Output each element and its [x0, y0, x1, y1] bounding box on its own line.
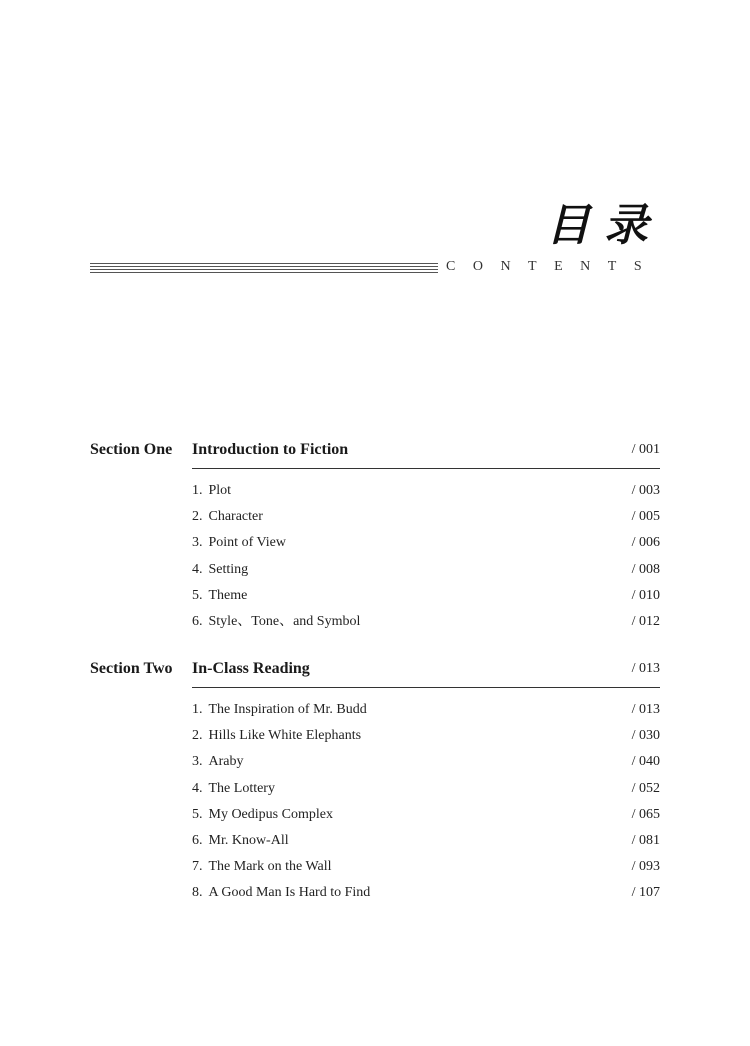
toc-entry[interactable] — [192, 697, 660, 723]
entry-title: 6. Style、Tone、and Symbol — [192, 613, 361, 629]
toc-entry[interactable] — [192, 478, 660, 504]
toc-entry[interactable] — [192, 749, 660, 775]
toc-entry[interactable] — [192, 504, 660, 530]
entry-page-number: / 005 — [631, 509, 660, 525]
toc-entry[interactable] — [192, 776, 660, 802]
section-divider — [192, 468, 660, 469]
section-title: In-Class Reading — [192, 660, 310, 677]
section-entries — [192, 478, 660, 635]
toc-entry[interactable] — [192, 828, 660, 854]
section-page-number: / 013 — [631, 661, 660, 676]
entry-title: 5. My Oedipus Complex — [192, 806, 333, 822]
section-label: Section One — [90, 441, 173, 458]
toc-section-one — [90, 436, 660, 629]
entry-title: 2. Character — [192, 509, 263, 525]
entry-title: 4. Setting — [192, 561, 249, 577]
entry-title: 3. Araby — [192, 754, 244, 770]
entry-title: 2. Hills Like White Elephants — [192, 728, 362, 744]
entry-title: 4. The Lottery — [192, 780, 275, 796]
toc-entry[interactable] — [192, 530, 660, 556]
entry-page-number: / 010 — [631, 587, 660, 603]
entry-title: 6. Mr. Know-All — [192, 832, 289, 848]
entry-page-number: / 065 — [631, 806, 660, 822]
page-title-chinese: 目录 — [546, 200, 662, 251]
entry-page-number: / 052 — [631, 780, 660, 796]
toc-entry[interactable] — [192, 802, 660, 828]
section-title: Introduction to Fiction — [192, 441, 349, 458]
toc-entry[interactable] — [192, 557, 660, 583]
entry-page-number: / 040 — [631, 754, 660, 770]
section-heading[interactable] — [90, 655, 660, 683]
page-title-english: CONTENTS — [446, 259, 660, 274]
entry-page-number: / 081 — [631, 832, 660, 848]
entry-page-number: / 006 — [631, 535, 660, 551]
section-entries — [192, 697, 660, 907]
toc-entry[interactable] — [192, 723, 660, 749]
entry-title: 8. A Good Man Is Hard to Find — [192, 885, 371, 901]
entry-title: 5. Theme — [192, 587, 248, 603]
entry-title: 1. Plot — [192, 483, 232, 498]
entry-page-number: / 003 — [631, 483, 660, 498]
section-divider — [192, 687, 660, 688]
entry-page-number: / 012 — [631, 613, 660, 629]
toc-entry[interactable] — [192, 583, 660, 609]
entry-title: 7. The Mark on the Wall — [192, 859, 332, 875]
toc-entry[interactable] — [192, 609, 660, 635]
toc-entry[interactable] — [192, 880, 660, 906]
entry-page-number: / 013 — [631, 702, 660, 717]
section-heading[interactable] — [90, 436, 660, 464]
toc-entry[interactable] — [192, 854, 660, 880]
section-page-number: / 001 — [631, 442, 660, 457]
entry-title: 1. The Inspiration of Mr. Budd — [192, 702, 367, 717]
entry-title: 3. Point of View — [192, 535, 286, 551]
decorative-rules — [90, 263, 438, 275]
entry-page-number: / 093 — [631, 859, 660, 875]
section-label: Section Two — [90, 660, 173, 677]
entry-page-number: / 107 — [631, 885, 660, 901]
entry-page-number: / 030 — [631, 728, 660, 744]
entry-page-number: / 008 — [631, 561, 660, 577]
toc-section-two — [90, 655, 660, 901]
